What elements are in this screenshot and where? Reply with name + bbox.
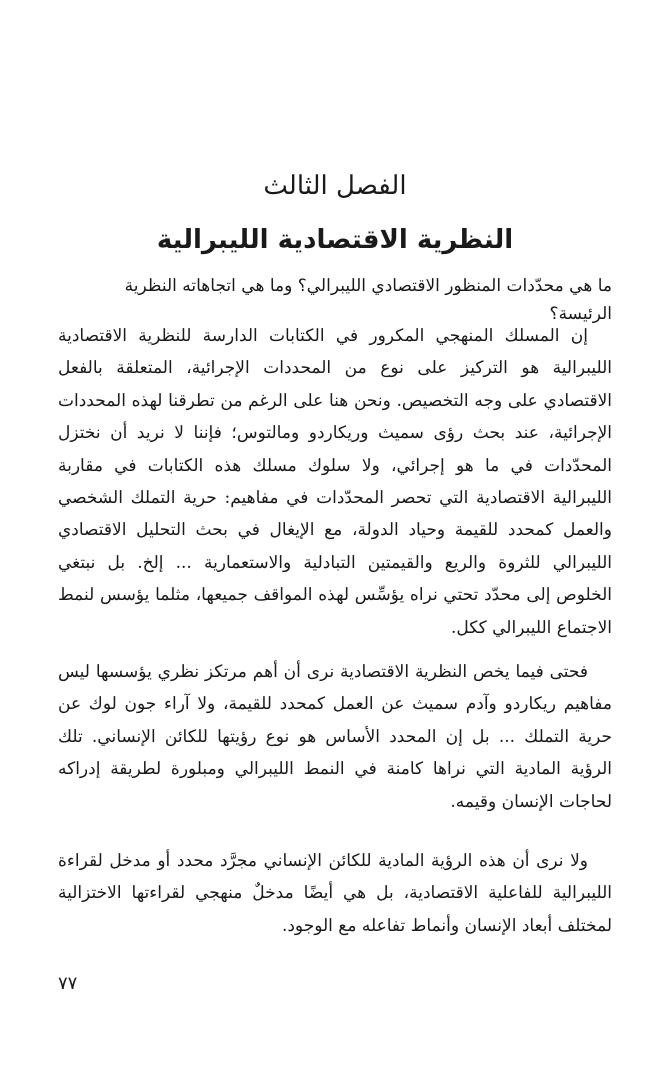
paragraph: فحتى فيما يخص النظرية الاقتصادية نرى أن أهم مرتكز نظري يؤسسها ليس مفاهيم ريكاردو وآدم سميث عن العمل كمحدد للقيمة، ولا آراء جون لوك عن حرية التملك ... بل إن المحدد الأساس هو نوع رؤيتها للكائن الإنساني. تلك الرؤية المادية التي نراها كامنة في النمط الليبرالي ومبلورة لطريقة إدراكه لحاجات الإنسان وقيمه. — [58, 662, 612, 812]
chapter-title: النظرية الاقتصادية الليبرالية — [156, 225, 514, 255]
paragraph: ولا نرى أن هذه الرؤية المادية للكائن الإنساني مجرَّد محدد أو مدخل لقراءة الليبرالية للفاعلية الاقتصادية، بل هي أيضًا مدخلٌ منهجي لقراءتها الاختزالية لمختلف أبعاد الإنسان وأنماط تفاعله مع الوجود. — [58, 851, 612, 936]
paragraph: إن المسلك المنهجي المكرور في الكتابات الدارسة للنظرية الاقتصادية الليبرالية هو التركيز على نوع من المحددات الإجرائية، المتعلقة بالفعل الاقتصادي على وجه التخصيص. ونحن هنا على الرغم من تطرقنا لهذه المحددات الإجرائية، عند بحث رؤى سميث وريكاردو ومالتوس؛ فإننا لا نريد أن نختزل المحدّدات في ما هو إجرائي، ولا سلوك مسلك هذه الكتابات في مقاربة الليبرالية الاقتصادية التي تحصر المحدّدات في مفاهيم: حرية التملك الشخصي والعمل كمحدد للقيمة وحياد الدولة، مع الإيغال في بحث التحليل الاقتصادي الليبرالي للثروة والريع والقيمتين التبادلية والاستعمارية ... إلخ. بل نبتغي الخلوص إلى محدّد تحتي نراه يؤسِّس لهذه المواقف جميعها، مثلما يؤسس لنمط الاجتماع الليبرالي ككل. — [58, 326, 612, 638]
chapter-label: الفصل الثالث — [263, 171, 407, 201]
page-number: ٧٧ — [58, 973, 78, 994]
opening-question: ما هي محدّدات المنظور الاقتصادي الليبرالي؟ وما هي اتجاهاته النظرية الرئيسة؟ — [124, 276, 612, 324]
book-page — [58, 0, 612, 1073]
